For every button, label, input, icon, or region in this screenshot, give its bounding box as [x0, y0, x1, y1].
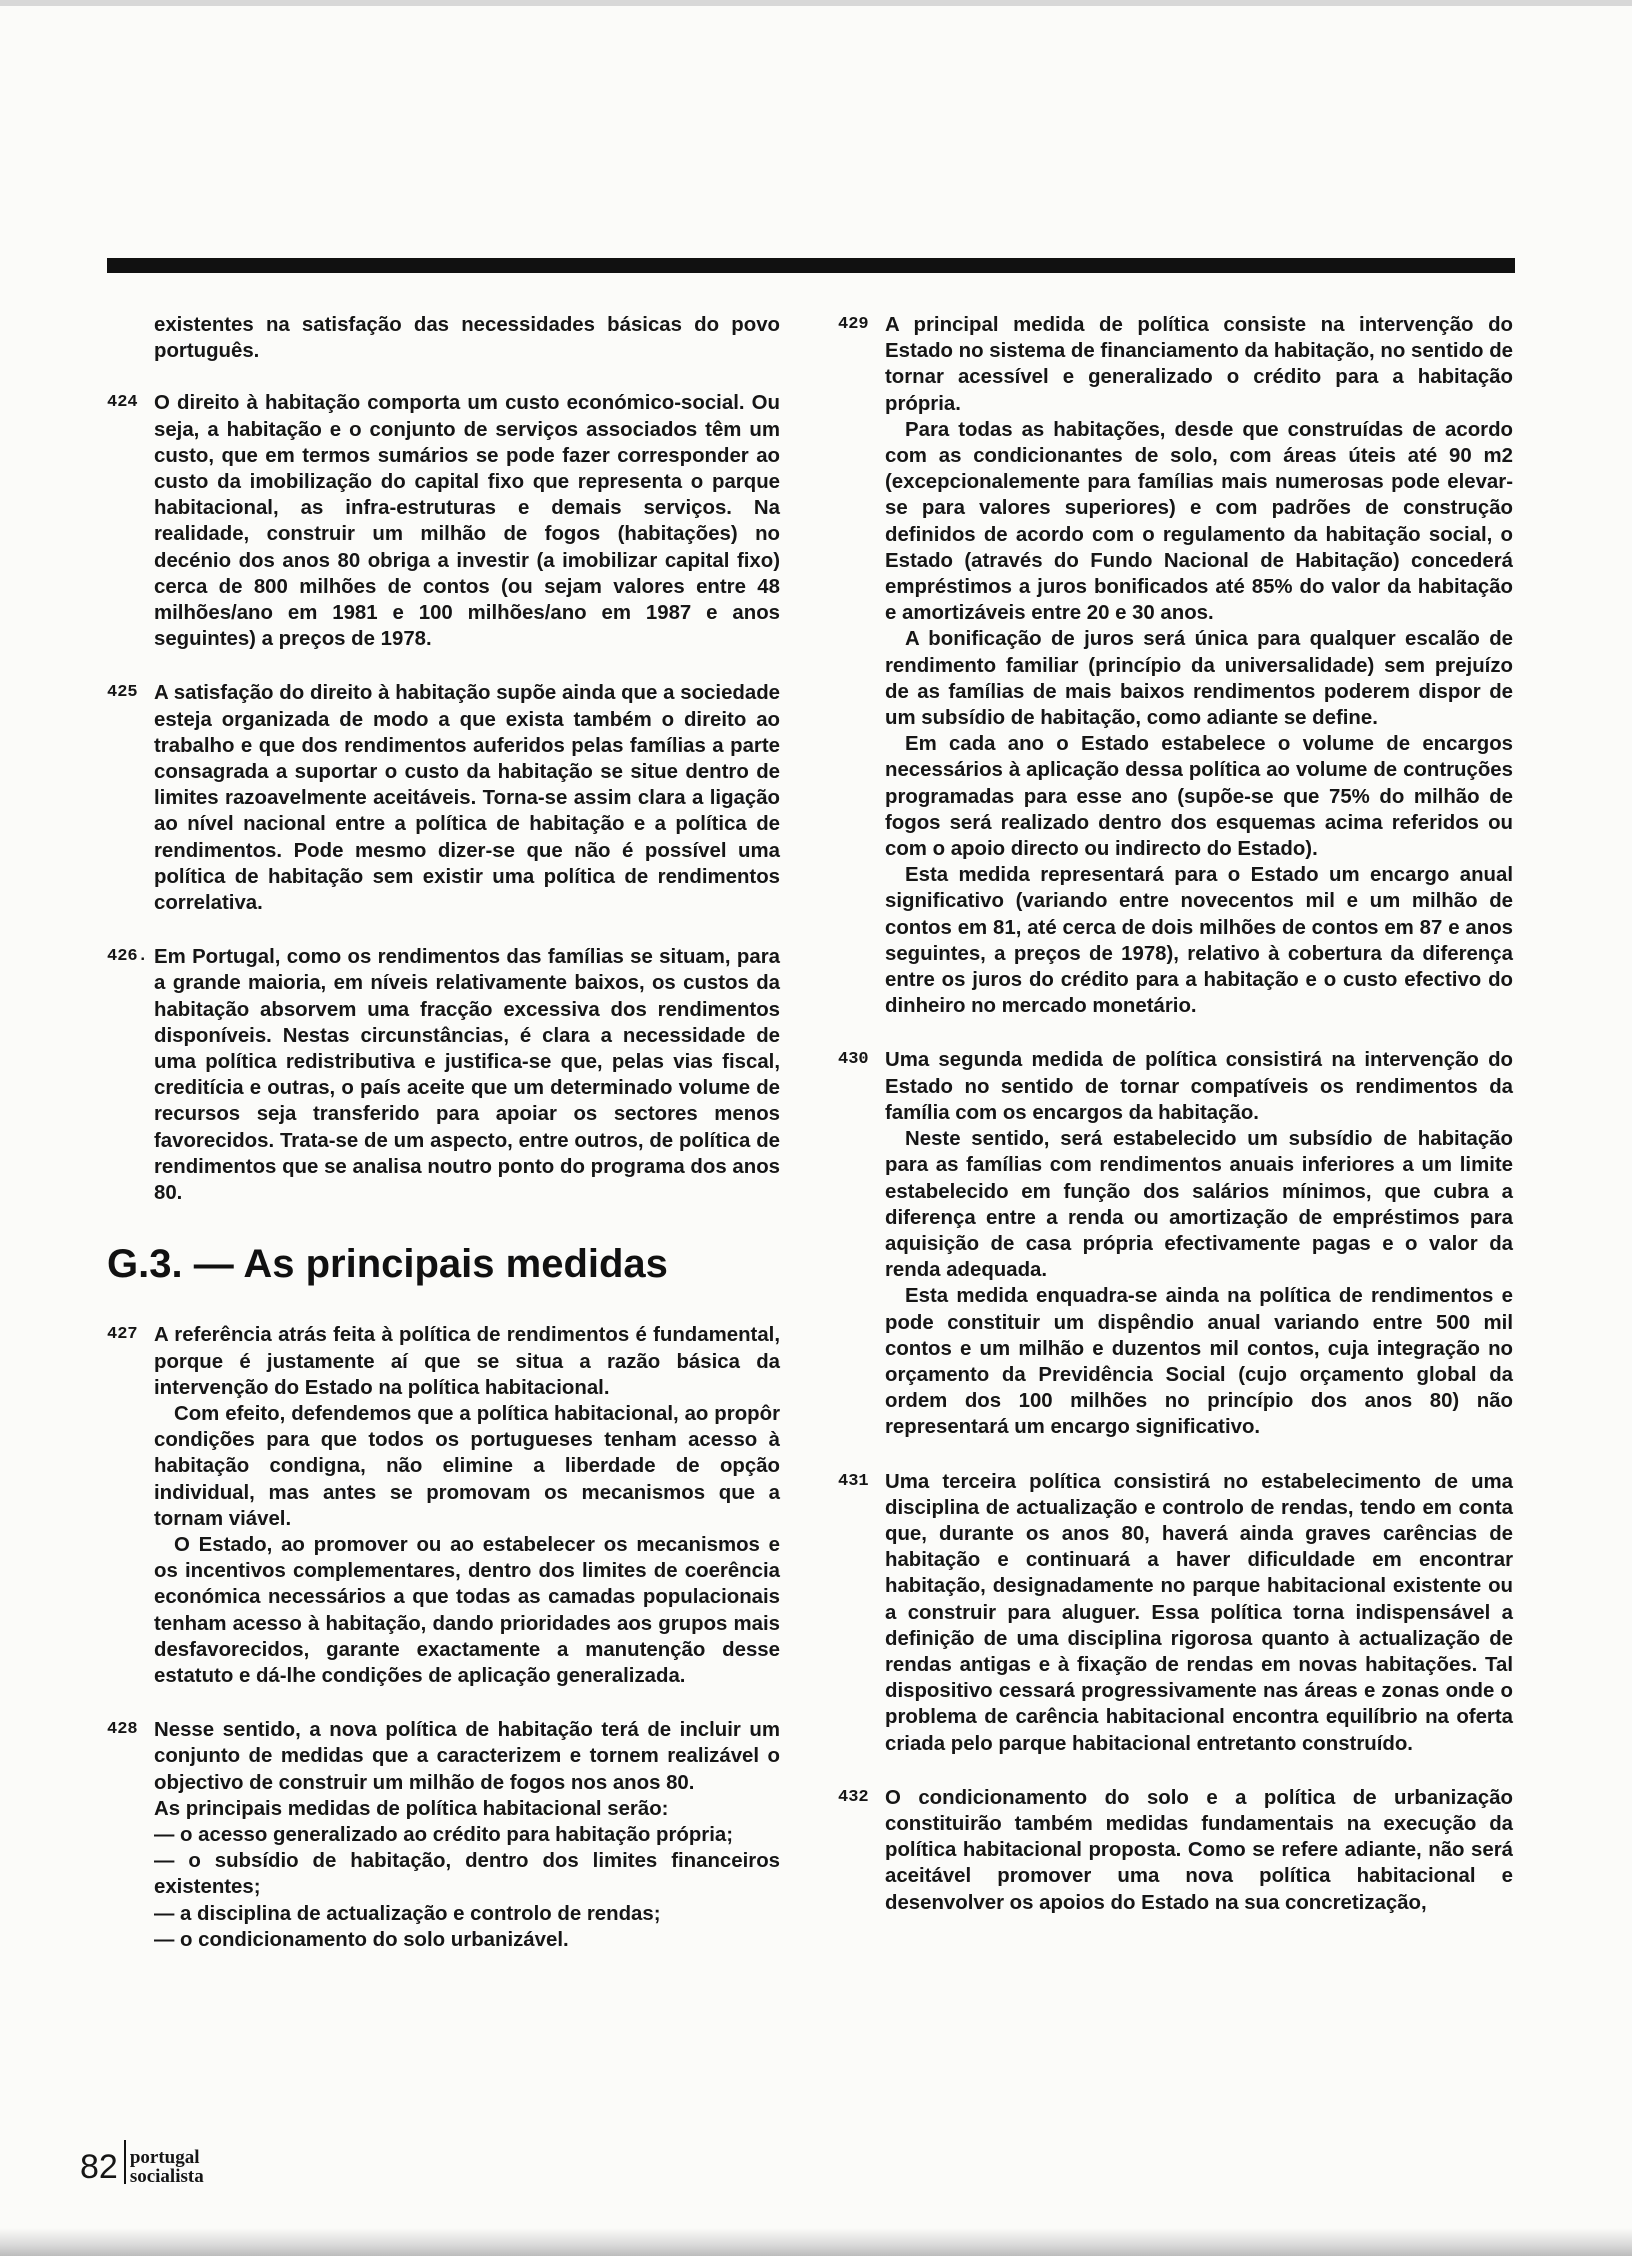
list-intro: As principais medidas de política habitacional serão:: [154, 1797, 669, 1820]
paragraph-text: Para todas as habitações, desde que construídas de acordo com as condicionantes de solo, com áreas úteis até 90 m2 (excepcionalemente para famílias mais numerosas pode elevar-se para valores superiores) e com padrões de construção definidos de acordo com o regulamento da habitação social, o Estado (através do Fundo Nacional de Habitação) concederá empréstimos a juros bonificados até 85% do valor da habitação e amortizáveis entre 20 e 30 anos.: [885, 418, 1513, 625]
paragraph-number: 429: [838, 315, 869, 334]
paragraph-number: 427: [107, 1325, 138, 1345]
list-item: — o condicionamento do solo urbanizável.: [154, 1928, 569, 1951]
paragraph-text: A satisfação do direito à habitação supõe ainda que a sociedade esteja organizada de modo a que exista também o direito ao trabalho e que dos rendimentos auferidos pelas famílias a parte consagrada a suportar o custo da habitação se situe dentro de limites razoavelmente aceitáveis. Torna-se assim clara a ligação ao nível nacional entre a política de habitação e a política de rendimentos. Pode mesmo dizer-se que não é possível uma política de habitação sem existir uma política de rendimentos correlativa.: [154, 682, 780, 915]
footer-divider: [124, 2140, 126, 2184]
paragraph-text: A referência atrás feita à política de rendimentos é fundamental, porque é justamente aí que se situa a razão básica da intervenção do Estado na política habitacional.: [154, 1324, 780, 1399]
paragraph-428: [107, 1717, 780, 1953]
paragraph-text: Em Portugal, como os rendimentos das famílias se situam, para a grande maioria, em níveis relativamente baixos, os custos da habitação absorvem uma fracção excessiva dos rendimentos disponíveis. Nestas circunstâncias, é clara a necessidade de uma política redistributiva e justifica-se que, pelas vias fiscal, creditícia e outras, o país aceite que um determinado volume de recursos seja transferido para apoiar os sectores menos favorecidos. Trata-se de um aspecto, entre outros, de política de rendimentos que se analisa noutro ponto do programa dos anos 80.: [154, 946, 780, 1205]
paragraph-text: Com efeito, defendemos que a política habitacional, ao propôr condições para que todos os portugueses tenham acesso à habitação condigna, não elimine a liberdade de opção individual, mas antes se promovam os mecanismos que a tornam viável.: [154, 1402, 780, 1530]
paragraph-430: [838, 1047, 1513, 1440]
intro-continuation: existentes na satisfação das necessidades básicas do povo português.: [154, 314, 780, 363]
paragraph-425: [107, 680, 780, 916]
paragraph-text: A principal medida de política consiste na intervenção do Estado no sistema de financiamento da habitação, no sentido de tornar acessível e generalizado o crédito para a habitação própria.: [885, 314, 1513, 415]
right-column: [838, 312, 1513, 1944]
paragraph-431: [838, 1469, 1513, 1757]
paragraph-text: O direito à habitação comporta um custo económico-social. Ou seja, a habitação e o conjunto de serviços associados têm um custo, que em termos sumários se pode fazer corresponder ao custo da imobilização do capital fixo que representa o parque habitacional, as infra-estruturas e demais serviços. Na realidade, construir um milhão de fogos (habitações) no decénio dos anos 80 obriga a investir (a imobilizar capital fixo) cerca de 800 milhões de contos (ou sejam valores entre 48 milhões/ano em 1981 e 100 milhões/ano em 1987 e anos seguintes) a preços de 1978.: [154, 392, 780, 651]
header-rule: [107, 258, 1515, 273]
paragraph-text: Neste sentido, será estabelecido um subsídio de habitação para as famílias com rendimentos anuais inferiores a um limite estabelecido em função dos salários mínimos, que cubra a diferença entre a renda ou amortização de empréstimos para aquisição de casa própria efectivamente pagas e o valor da renda adequada.: [885, 1128, 1513, 1282]
paragraph-number: 428: [107, 1720, 138, 1740]
paragraph-text: Uma segunda medida de política consistirá na intervenção do Estado no sentido de tornar compatíveis os rendimentos da família com os encargos da habitação.: [885, 1049, 1513, 1124]
paragraph-number: 430: [838, 1050, 869, 1070]
paragraph-text: Em cada ano o Estado estabelece o volume de encargos necessários à aplicação dessa política ao volume de contruções programadas para esse ano (supõe-se que 75% do milhão de fogos será realizado dentro dos esquemas acima referidos ou com o apoio directo ou indirecto do Estado).: [885, 733, 1513, 861]
paragraph-429: [838, 312, 1513, 1019]
section-heading: G.3. — As principais medidas: [107, 1242, 668, 1287]
paragraph-text: A bonificação de juros será única para qualquer escalão de rendimento familiar (princípio da universalidade) sem prejuízo de as famílias de mais baixos rendimentos poderem dispor de um subsídio de habitação, como adiante se define.: [885, 628, 1513, 730]
left-column: [107, 312, 780, 1981]
paragraph-number: 432: [838, 1787, 869, 1807]
paragraph-426: [107, 944, 780, 1206]
page-footer: [80, 2140, 204, 2186]
page-number: 82: [80, 2148, 118, 2186]
paragraph-424: [107, 390, 780, 652]
paragraph-text: O condicionamento do solo e a política de urbanização constituirão também medidas fundamentais na execução da política habitacional proposta. Como se refere adiante, não será aceitável promover uma nova política habitacional e desenvolver os apoios do Estado na sua concretização,: [885, 1786, 1513, 1914]
paragraph-number: 425: [107, 683, 138, 703]
paragraph-number: 426.: [107, 947, 148, 967]
list-item: — a disciplina de actualização e controlo de rendas;: [154, 1902, 661, 1925]
paragraph-432: [838, 1785, 1513, 1916]
logo-line-2: socialista: [129, 2166, 204, 2187]
top-edge-line: [0, 0, 1632, 6]
list-item: — o subsídio de habitação, dentro dos limites financeiros existentes;: [154, 1850, 780, 1899]
paragraph-text: O Estado, ao promover ou ao estabelecer os mecanismos e os incentivos complementares, dentro dos limites de coerência económica necessários a que todas as camadas populacionais tenham acesso à habitação, dando prioridades aos grupos mais desfavorecidos, garante exactamente a manutenção desse estatuto e dá-lhe condições de aplicação generalizada.: [154, 1533, 780, 1687]
list-item: — o acesso generalizado ao crédito para habitação própria;: [154, 1823, 734, 1846]
logo-line-1: portugal: [129, 2147, 200, 2168]
paragraph-text: Esta medida representará para o Estado um encargo anual significativo (variando entre novecentos mil e um milhão de contos em 81, até cerca de dois milhões de contos em 87 e anos seguintes, a preços de 1978), relativo à cobertura da diferença entre os juros do crédito para a habitação e o custo efectivo do dinheiro no mercado monetário.: [885, 864, 1513, 1018]
paragraph-number: 431: [838, 1471, 869, 1491]
paragraph-text: Nesse sentido, a nova política de habitação terá de incluir um conjunto de medidas que a caracterizem e tornem realizável o objectivo de construir um milhão de fogos nos anos 80.: [154, 1719, 780, 1794]
publication-logo: [130, 2148, 204, 2186]
paragraph-number: 424: [107, 393, 138, 413]
paragraph-text: Uma terceira política consistirá no estabelecimento de uma disciplina de actualização e controlo de rendas, tendo em conta que, durante os anos 80, haverá ainda graves carências de habitação e continuará a haver dificuldade em encontrar habitação, designadamente no parque habitacional existente ou a construir para aluguer. Essa política torna indispensável a definição de uma disciplina rigorosa quanto à actualização de rendas antigas e à fixação de rendas em novas habitações. Tal dispositivo cessará progressivamente nas áreas e zonas onde o problema de carência habitacional encontra equilíbrio na oferta criada pelo parque habitacional entretanto construído.: [885, 1470, 1513, 1755]
scan-bottom-edge: [0, 2228, 1632, 2256]
paragraph-text: Esta medida enquadra-se ainda na política de rendimentos e pode constituir um dispêndio anual variando entre 500 mil contos e um milhão e duzentos mil contos, cuja integração no orçamento da Previdência Social (cujo orçamento global da ordem dos 100 milhões no princípio dos anos 80) não representará um encargo significativo.: [885, 1285, 1513, 1439]
paragraph-427: [107, 1322, 780, 1689]
